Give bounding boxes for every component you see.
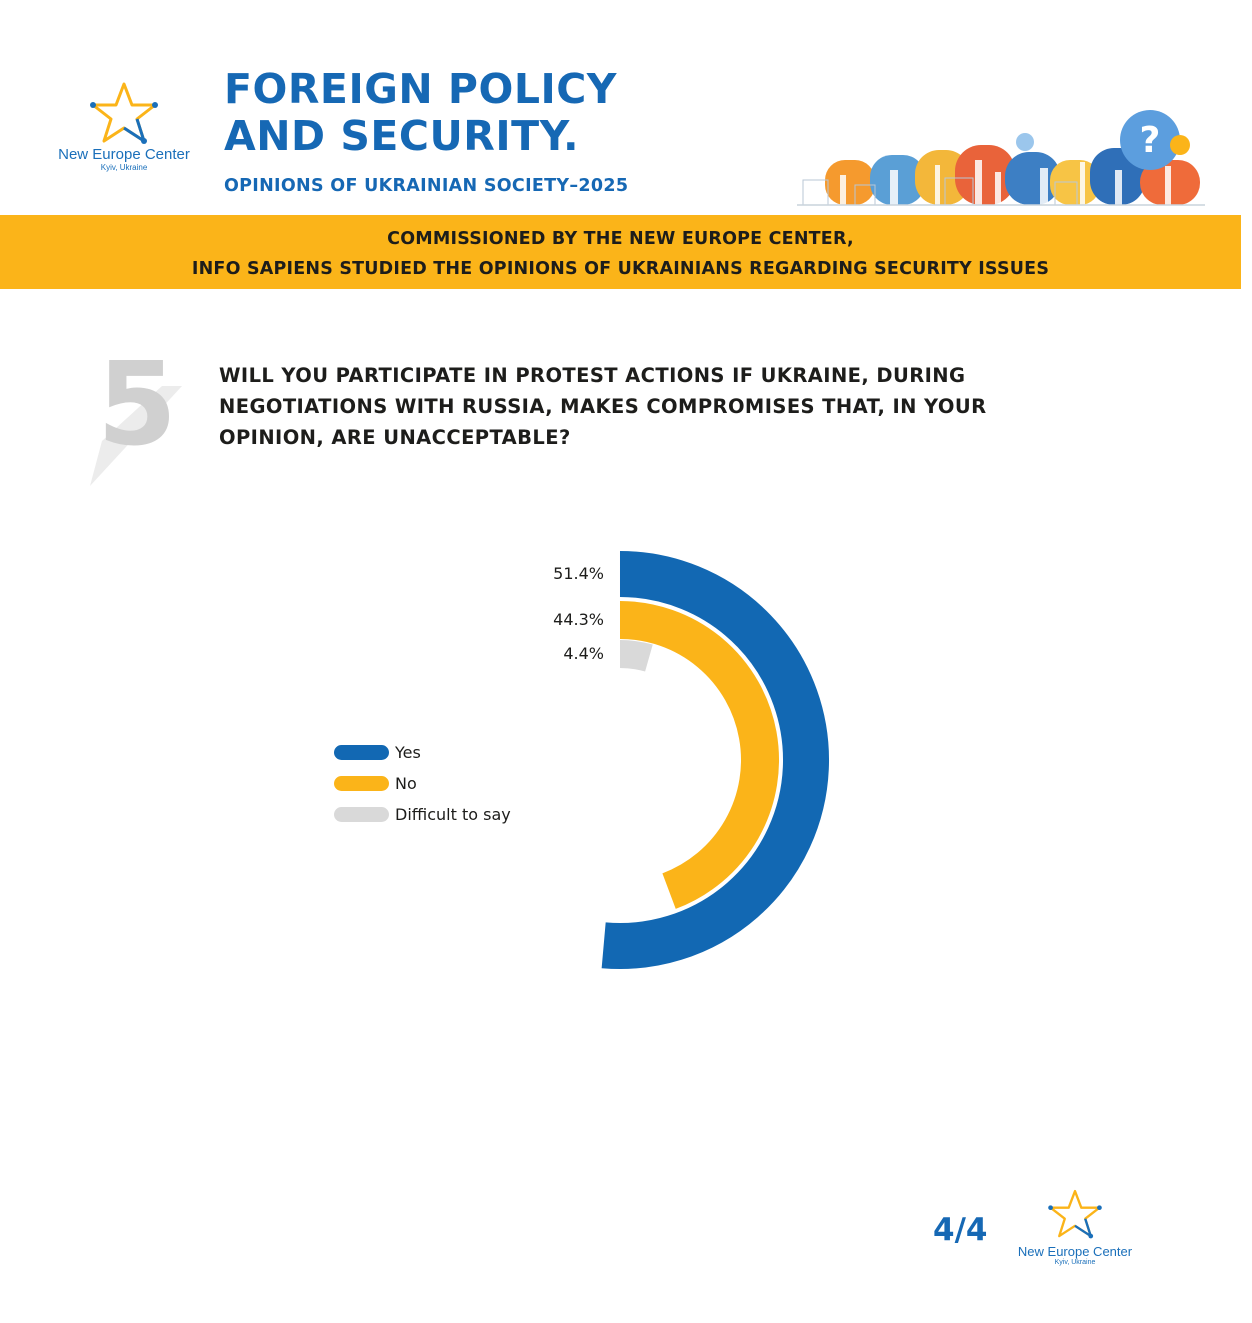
logo-name-footer: New Europe Center	[1017, 1244, 1133, 1259]
svg-text:?: ?	[1139, 120, 1161, 161]
banner-line-2: INFO SAPIENS STUDIED THE OPINIONS OF UKRAINIANS REGARDING SECURITY ISSUES	[191, 259, 1050, 279]
legend-swatch	[334, 776, 389, 791]
banner-line-1: COMMISSIONED BY THE NEW EUROPE CENTER,	[387, 229, 854, 249]
logo-new-europe-center-footer	[1010, 1188, 1140, 1266]
legend-label: Difficult to say	[395, 805, 511, 824]
logo-name: New Europe Center	[58, 146, 190, 163]
page-number: 4/4	[933, 1212, 988, 1248]
legend-swatch	[334, 807, 389, 822]
commission-banner	[0, 215, 1241, 289]
title-line-1: FOREIGN POLICY	[224, 65, 617, 113]
star-logo-icon	[89, 80, 159, 146]
logo-new-europe-center	[44, 80, 204, 190]
logo-sub-footer: Kyiv, Ukraine	[1054, 1259, 1096, 1266]
question-text: WILL YOU PARTICIPATE IN PROTEST ACTIONS IF UKRAINE, DURING NEGOTIATIONS WITH RUSSIA, MAKES COMPROMISES THAT, IN YOUR OPINION, ARE UNACCEPTABLE?	[219, 364, 987, 449]
value-label-yes: 51.4%	[553, 564, 604, 583]
title-line-2: AND SECURITY.	[224, 112, 580, 160]
city-skyline-illustration	[795, 100, 1205, 210]
page-title	[224, 66, 617, 160]
page-subtitle: OPINIONS OF UKRAINIAN SOCIETY–2025	[224, 176, 629, 196]
question-number-5	[82, 346, 192, 496]
legend-swatch	[334, 745, 389, 760]
value-label-difficult-to-say: 4.4%	[563, 644, 604, 663]
bar-difficult-to-say	[620, 654, 649, 658]
legend-label: No	[395, 774, 417, 793]
logo-sub: Kyiv, Ukraine	[100, 163, 148, 172]
legend-label: Yes	[395, 743, 421, 762]
star-logo-icon	[1047, 1188, 1103, 1240]
value-label-no: 44.3%	[553, 610, 604, 629]
question-number-text: 5	[97, 346, 178, 472]
